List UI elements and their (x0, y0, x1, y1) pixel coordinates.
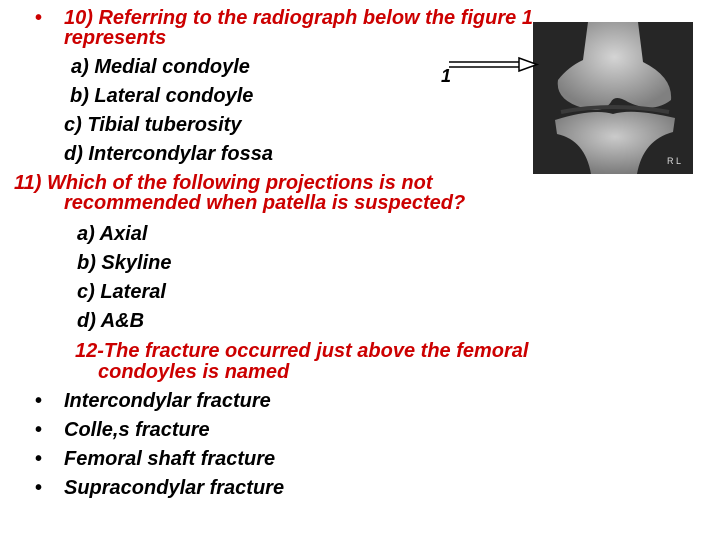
q10-option-b: b) Lateral condoyle (70, 85, 254, 107)
pointer-arrow (449, 55, 549, 75)
q12-option-3: Femoral shaft fracture (64, 448, 276, 470)
q12-option-1: Intercondylar fracture (64, 390, 271, 412)
q11-option-a: a) Axial (77, 223, 148, 245)
image-label: R L (667, 156, 682, 166)
q10-stem-line1: 10) Referring to the radiograph below the figure 1 (64, 7, 533, 29)
figure-marker-label: 1 (441, 66, 452, 86)
q12-bullet-3: • (35, 448, 43, 470)
q11-stem-line1: 11) Which of the following projections is not (14, 172, 433, 194)
q12-bullet-4: • (35, 477, 43, 499)
knee-radiograph (533, 22, 693, 174)
q12-bullet-2: • (35, 419, 43, 441)
q12-option-2: Colle,s fracture (64, 419, 210, 441)
q10-option-c: c) Tibial tuberosity (64, 114, 242, 136)
q10-stem-line2: represents (64, 27, 167, 49)
knee-radiograph-drawing (533, 22, 693, 174)
q12-option-4: Supracondylar fracture (64, 477, 285, 499)
q10-option-a: a) Medial condoyle (71, 56, 250, 78)
q12-stem-line1: 12-The fracture occurred just above the femoral (75, 340, 529, 362)
q10-option-d: d) Intercondylar fossa (64, 143, 273, 165)
q12-stem-line2: condoyles is named (98, 361, 290, 383)
q12-bullet-1: • (35, 390, 43, 412)
q11-option-d: d) A&B (77, 310, 145, 332)
q11-option-c: c) Lateral (77, 281, 166, 303)
q11-option-b: b) Skyline (77, 252, 172, 274)
q10-bullet: • (35, 7, 43, 29)
q11-stem-line2: recommended when patella is suspected? (64, 192, 466, 214)
